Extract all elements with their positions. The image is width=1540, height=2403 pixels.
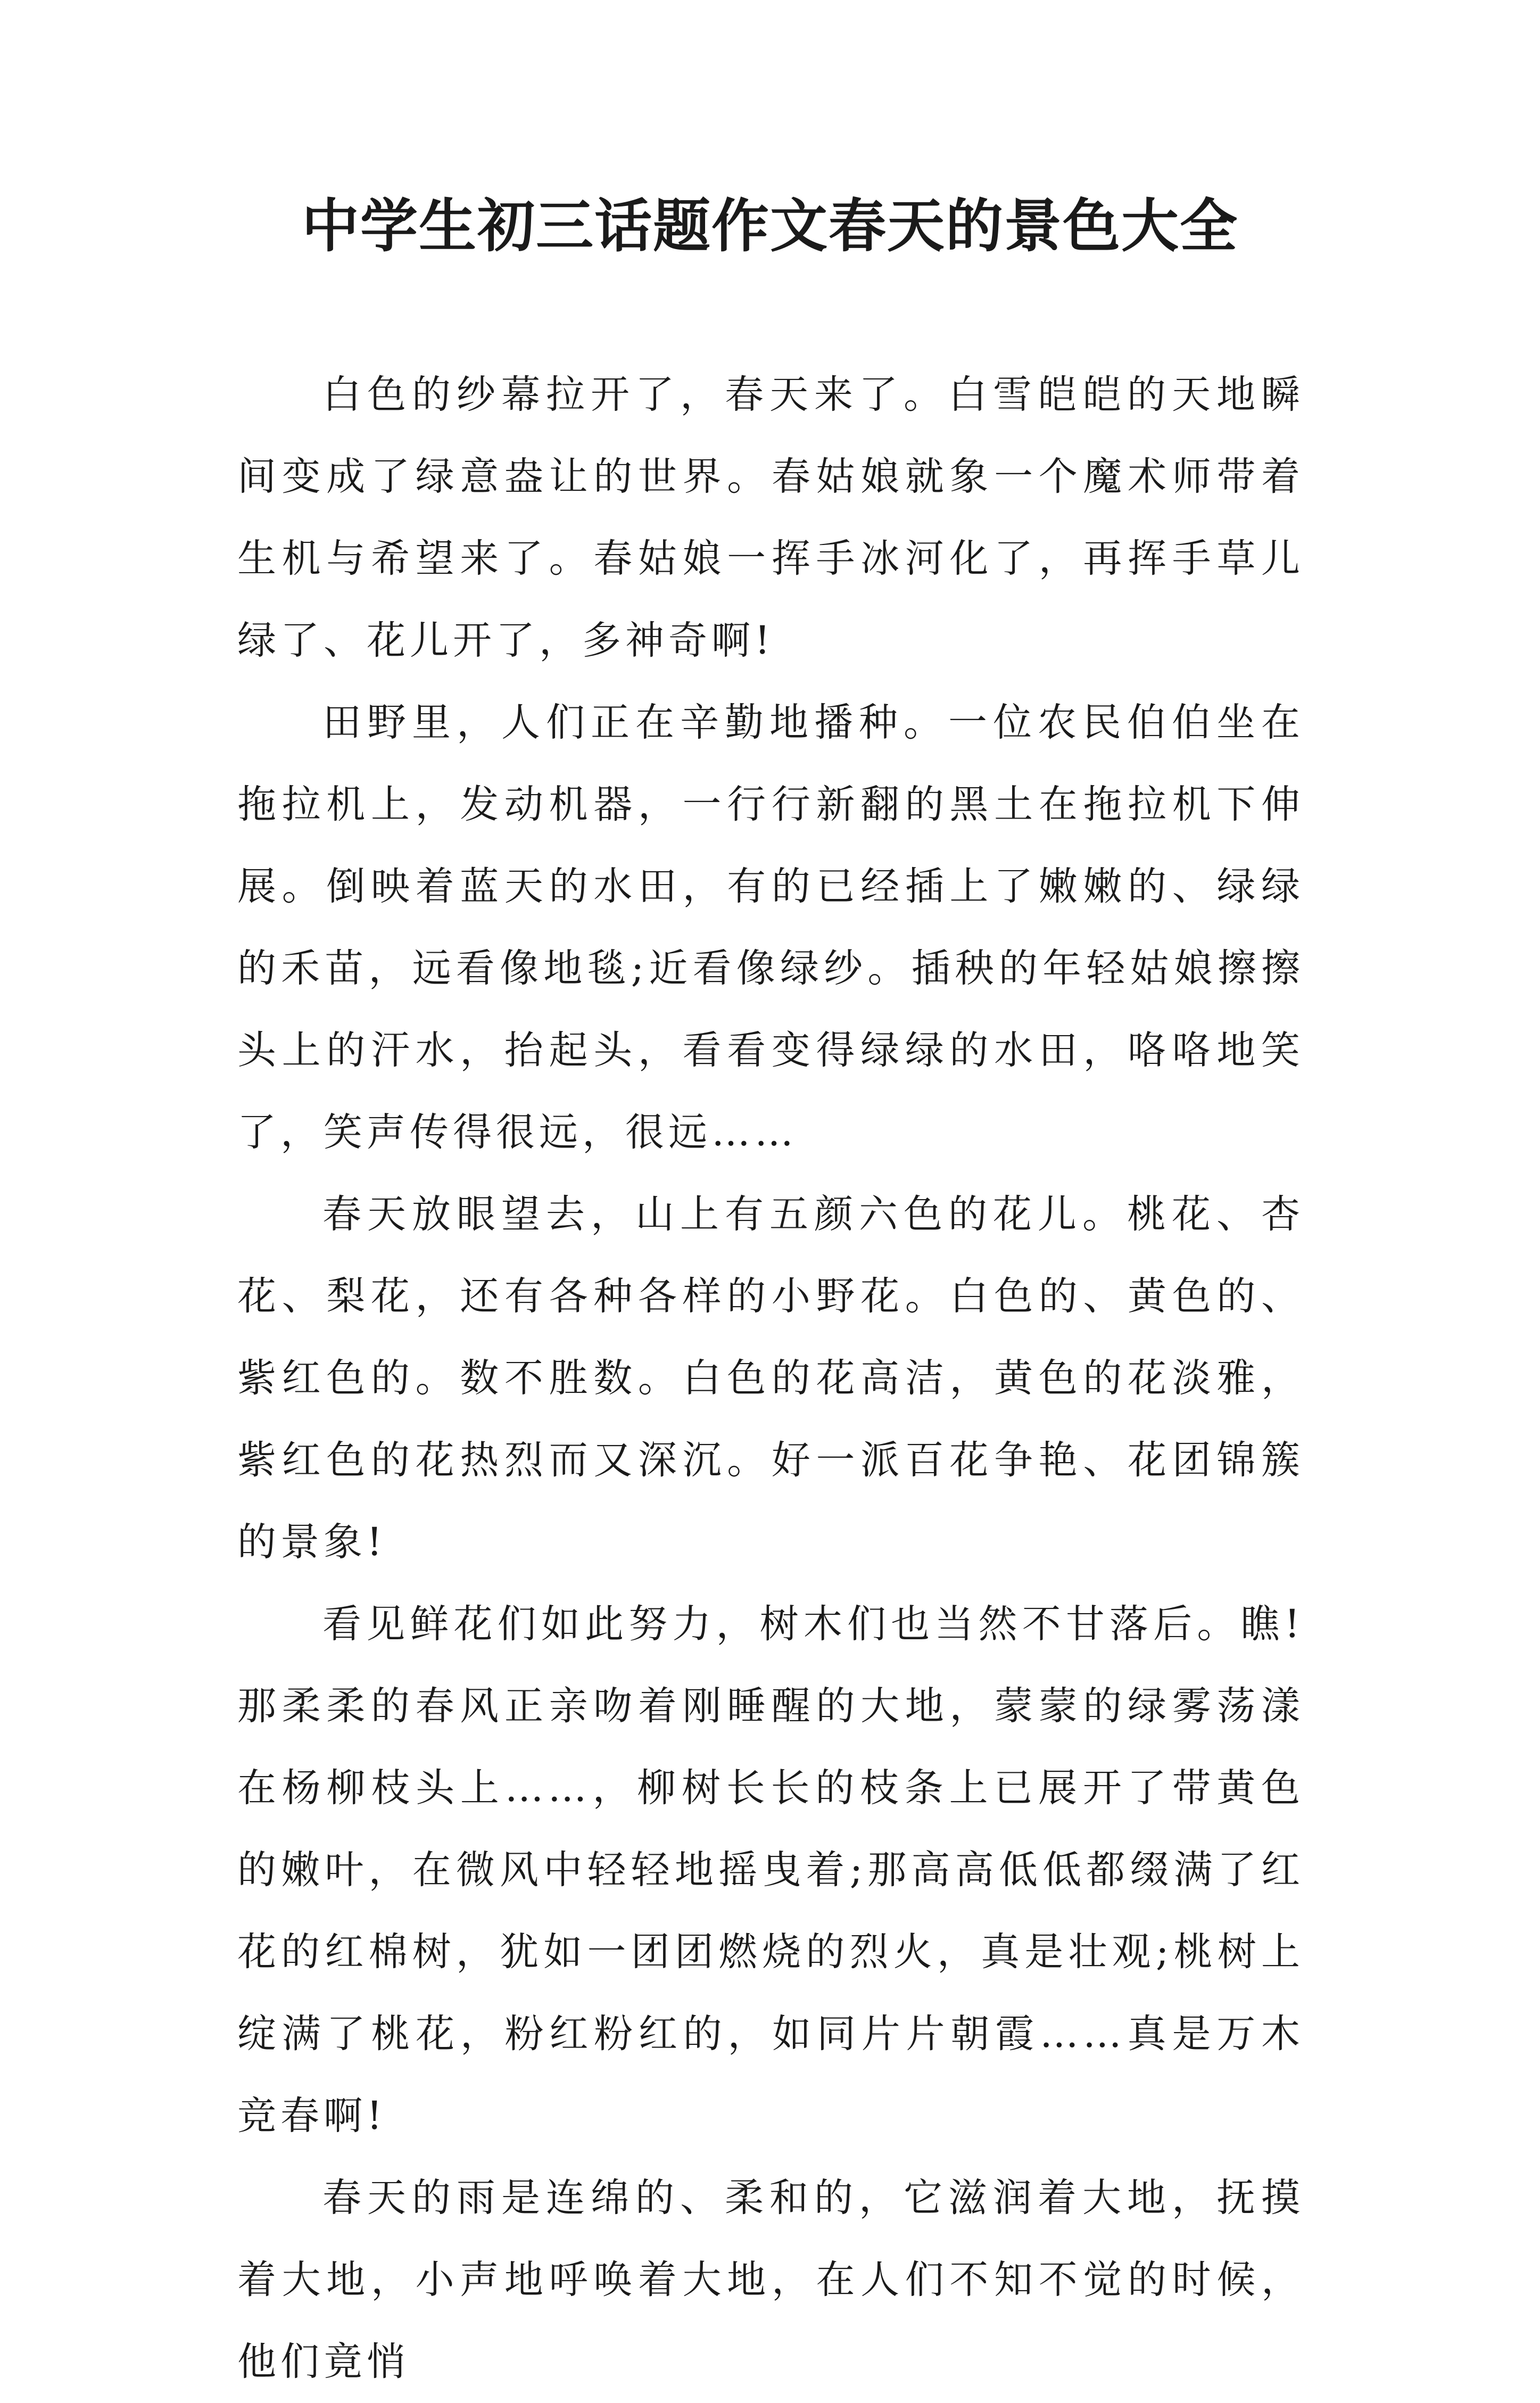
document-title: 中学生初三话题作文春天的景色大全 bbox=[301, 193, 1238, 260]
paragraph-3: 春天放眼望去，山上有五颜六色的花儿。桃花、杏花、梨花，还有各种各样的小野花。白色的、黄色的、紫红色的。数不胜数。白色的花高洁，黄色的花淡雅，紫红色的花热烈而又深沉。好一派百花争艳、花团锦簇的景象! bbox=[237, 1192, 1304, 1565]
paragraph-5: 春天的雨是连绵的、柔和的，它滋润着大地，抚摸着大地，小声地呼唤着大地，在人们不知不觉的时候，他们竟悄 bbox=[237, 2175, 1304, 2384]
paragraph-4: 看见鲜花们如此努力，树木们也当然不甘落后。瞧!那柔柔的春风正亲吻着刚睡醒的大地，蒙蒙的绿雾荡漾在杨柳枝头上……，柳树长长的枝条上已展开了带黄色的嫩叶，在微风中轻轻地摇曳着;那高高低低都缀满了红花的红棉树，犹如一团团燃烧的烈火，真是壮观;桃树上绽满了桃花，粉红粉红的，如同片片朝霞……真是万木竞春啊! bbox=[237, 1601, 1304, 2138]
paragraph-2: 田野里，人们正在辛勤地播种。一位农民伯伯坐在拖拉机上，发动机器，一行行新翻的黑土在拖拉机下伸展。倒映着蓝天的水田，有的已经插上了嫩嫩的、绿绿的禾苗，远看像地毯;近看像绿纱。插秧的年轻姑娘擦擦头上的汗水，抬起头，看看变得绿绿的水田，咯咯地笑了，笑声传得很远，很远…… bbox=[237, 700, 1304, 1155]
document-body bbox=[237, 354, 1304, 2403]
paragraph-1: 白色的纱幕拉开了，春天来了。白雪皑皑的天地瞬间变成了绿意盎让的世界。春姑娘就象一个魔术师带着生机与希望来了。春姑娘一挥手冰河化了，再挥手草儿绿了、花儿开了，多神奇啊! bbox=[237, 372, 1304, 663]
